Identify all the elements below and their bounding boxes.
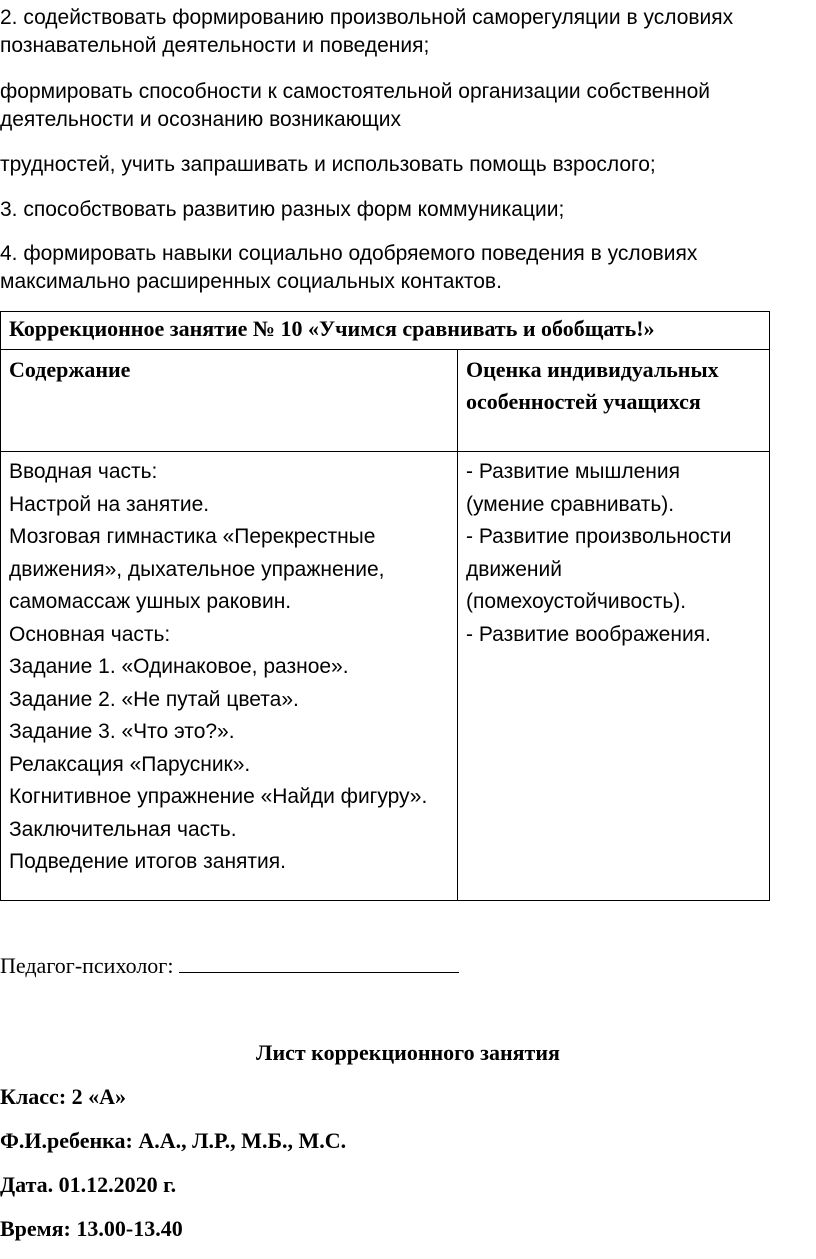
- content-line: Подведение итогов занятия.: [9, 850, 286, 873]
- sheet-title: Лист коррекционного занятия: [256, 1040, 560, 1065]
- assessment-line: - Развитие произвольности движений (помехоустойчивость).: [466, 525, 732, 613]
- assessment-cell: [458, 452, 770, 901]
- paragraph-goal-3: 3. способствовать развитию разных форм коммуникации;: [0, 198, 565, 221]
- column-header-content: Содержание: [1, 350, 458, 452]
- content-line: Вводная часть:: [9, 460, 158, 483]
- assessment-line: - Развитие мышления (умение сравнивать).: [466, 460, 680, 516]
- lesson-table: [0, 311, 770, 901]
- paragraph-goal-4: 4. формировать навыки социально одобряемого поведения в условиях максимально расширенных социальных контактов.: [0, 242, 698, 293]
- content-line: Настрой на занятие.: [9, 492, 210, 516]
- signature-row: [0, 952, 459, 979]
- time-line: Время: 13.00-13.40: [0, 1216, 183, 1241]
- assessment-line: - Развитие воображения.: [466, 622, 711, 646]
- paragraph-goal-2-end: трудностей, учить запрашивать и использовать помощь взрослого;: [0, 153, 656, 176]
- date-line: Дата. 01.12.2020 г.: [0, 1172, 177, 1197]
- paragraph-goal-2: 2. содействовать формированию произвольной саморегуляции в условиях познавательной деятельности и поведения;: [0, 6, 734, 57]
- content-line: Релаксация «Парусник».: [9, 752, 251, 776]
- content-line: Заключительная часть.: [9, 817, 237, 841]
- content-line: Задание 1. «Одинаковое, разное».: [9, 655, 349, 678]
- signature-line: [179, 952, 459, 973]
- content-line: Мозговая гимнастика «Перекрестные движения», дыхательное упражнение, самомассаж ушных раковин.: [9, 525, 385, 613]
- content-line: Задание 2. «Не путай цвета».: [9, 687, 299, 711]
- column-header-assessment: Оценка индивидуальных особенностей учащихся: [458, 350, 770, 452]
- content-line: Основная часть:: [9, 622, 171, 646]
- lesson-title: Коррекционное занятие № 10 «Учимся сравнивать и обобщать!»: [1, 312, 770, 350]
- signature-label: Педагог-психолог:: [0, 953, 174, 978]
- content-line: Когнитивное упражнение «Найди фигуру».: [9, 785, 428, 808]
- child-line: Ф.И.ребенка: А.А., Л.Р., М.Б., М.С.: [0, 1128, 347, 1153]
- paragraph-goal-2-continued: формировать способности к самостоятельной организации собственной деятельности и осознанию возникающих: [0, 80, 711, 131]
- class-line: Класс: 2 «А»: [0, 1084, 127, 1109]
- content-line: Задание 3. «Что это?».: [9, 720, 235, 743]
- content-cell: [1, 452, 458, 901]
